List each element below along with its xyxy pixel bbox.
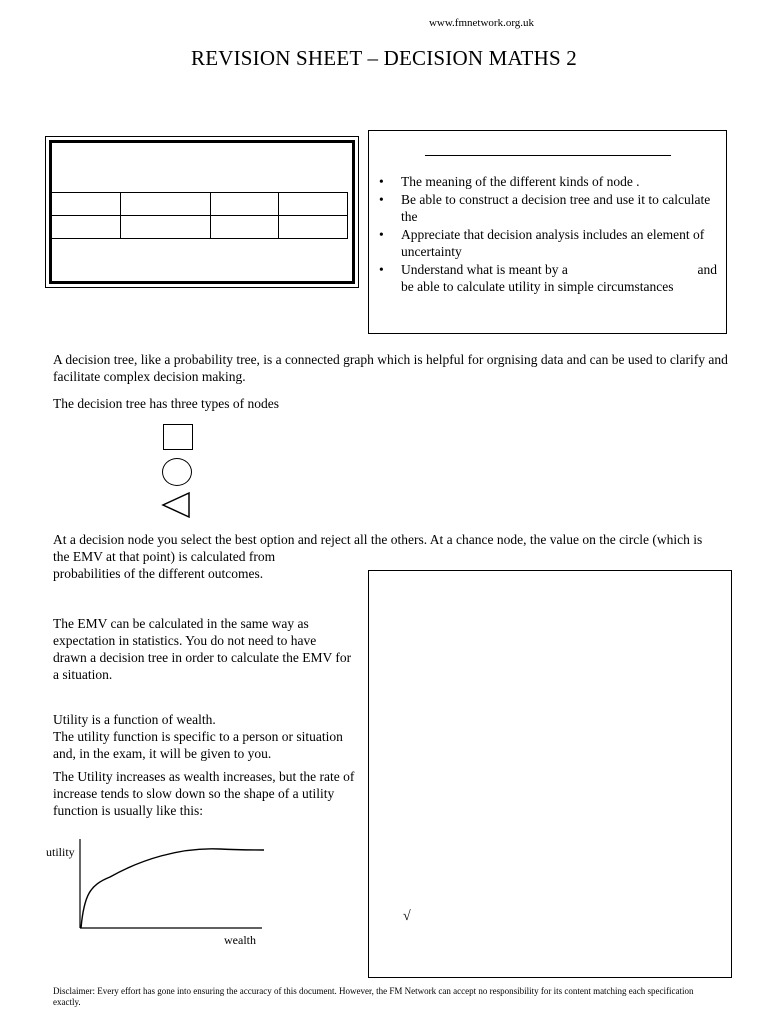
table-cell <box>211 216 279 239</box>
end-node-triangle-icon <box>160 490 192 520</box>
list-item-text: be able to calculate utility in simple circumstances <box>401 279 674 294</box>
node-types-paragraph: The decision tree has three types of nodes <box>53 396 280 411</box>
list-item <box>377 261 717 295</box>
list-item-text: and <box>697 262 717 277</box>
list-item: • Appreciate that decision analysis includes an element of uncertainty <box>377 226 717 260</box>
list-item: • The meaning of the different kinds of node . <box>377 173 717 190</box>
page-title: REVISION SHEET – DECISION MATHS 2 <box>191 46 577 70</box>
y-axis-label: utility <box>46 845 75 859</box>
table-row <box>52 216 348 239</box>
table-cell <box>279 193 348 216</box>
table-cell <box>211 193 279 216</box>
example-box <box>368 570 732 978</box>
decision-node-square-icon <box>163 424 193 450</box>
table-cell <box>121 193 211 216</box>
utility-curve <box>81 849 264 928</box>
objectives-box <box>368 130 727 334</box>
list-item-text: • Understand what is meant by a <box>401 262 568 277</box>
table-cell <box>52 193 121 216</box>
table-row <box>52 193 348 216</box>
list-item: • Be able to construct a decision tree and use it to calculate the <box>377 191 717 225</box>
table-cell <box>121 216 211 239</box>
disclaimer: Disclaimer: Every effort has gone into ensuring the accuracy of this document. However, the FM Network can accept no responsibility for its content matching each specification exactly. <box>53 986 694 1007</box>
paragraph-line: At a decision node you select the best option and reject all the others. At a chance node, the value on the circle (which is the EMV at that point) is calculated from <box>53 532 703 564</box>
chance-node-circle-icon <box>162 458 192 486</box>
table-cell <box>52 216 121 239</box>
paragraph-line: Utility is a function of wealth. <box>53 712 216 727</box>
utility-paragraph <box>53 711 358 762</box>
x-axis-label: wealth <box>224 933 256 947</box>
utility-shape-paragraph: The Utility increases as wealth increases, but the rate of increase tends to slow down so the shape of a utility function is usually like this: <box>53 769 355 818</box>
intro-paragraph: A decision tree, like a probability tree, is a connected graph which is helpful for orgnising data and can be used to clarify and facilitate complex decision making. <box>53 352 728 384</box>
table-cell <box>279 216 348 239</box>
website-url: www.fmnetwork.org.uk <box>428 17 535 29</box>
tick-mark: √ <box>403 909 411 924</box>
paragraph-line: The utility function is specific to a person or situation and, in the exam, it will be given to you. <box>53 729 343 761</box>
specification-box <box>45 136 359 288</box>
specification-table <box>51 192 348 239</box>
objectives-heading-rule <box>425 155 671 156</box>
objectives-list <box>377 173 717 296</box>
emv-paragraph: The EMV can be calculated in the same way as expectation in statistics. You do not need to have drawn a decision tree in order to calculate the EMV for a situation. <box>53 616 352 682</box>
paragraph-line: probabilities of the different outcomes. <box>53 566 264 581</box>
